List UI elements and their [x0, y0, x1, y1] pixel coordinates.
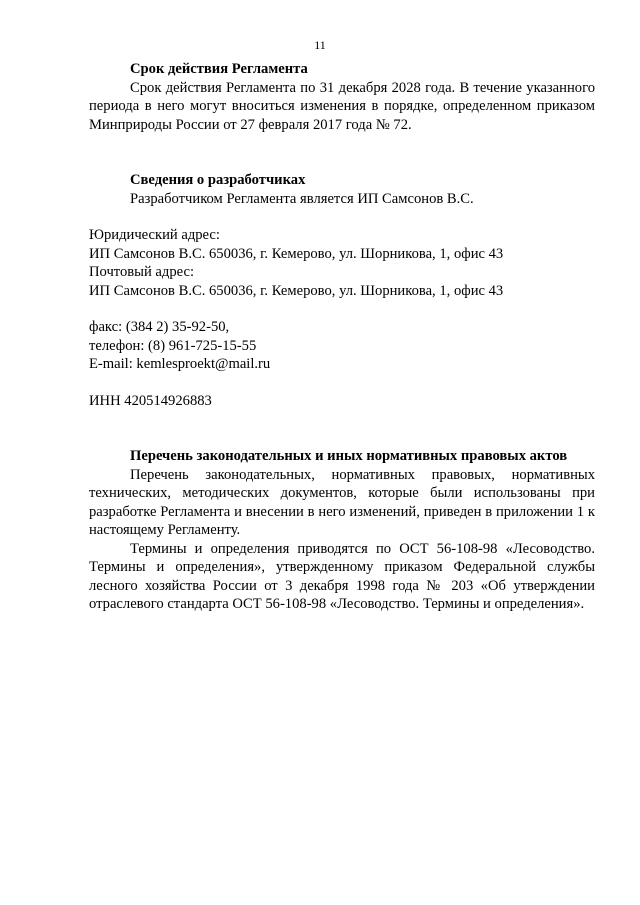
- spacer: [89, 300, 595, 318]
- page-number: 11: [314, 38, 326, 52]
- legal-address: ИП Самсонов В.С. 650036, г. Кемерово, ул. Шорникова, 1, офис 43: [89, 245, 504, 262]
- developers-heading: Сведения о разработчиках: [130, 172, 306, 188]
- spacer: [89, 410, 595, 447]
- fax-line: факс: (384 2) 35-92-50,: [89, 319, 230, 335]
- acts-heading: Перечень законодательных и иных нормативных правовых актов: [130, 448, 568, 464]
- postal-address: ИП Самсонов В.С. 650036, г. Кемерово, ул. Шорникова, 1, офис 43: [89, 282, 504, 299]
- acts-paragraph-2: Термины и определения приводятся по ОСТ 56-108-98 «Лесоводство. Термины и определения», утвержденному приказом Федеральной службы лесного хозяйства России от 3 декабря 1998 года № 203 «Об утверждении отраслевого стандарта ОСТ 56-108-98 «Лесоводство. Термины и определения».: [89, 540, 595, 612]
- spacer: [89, 208, 595, 226]
- validity-text: Срок действия Регламента по 31 декабря 2028 года. В течение указанного периода в него могут вноситься изменения в порядке, определенном приказом Минприроды России от 27 февраля 2017 года № 72.: [89, 79, 595, 133]
- acts-paragraph-1: Перечень законодательных, нормативных правовых, нормативных технических, методических документов, которые были использованы при разработке Регламента и внесении в него изменений, приведен в приложении 1 к настоящему Регламенту.: [89, 466, 595, 538]
- spacer: [89, 134, 595, 171]
- validity-heading: Срок действия Регламента: [130, 61, 308, 77]
- legal-address-label: Юридический адрес:: [89, 227, 220, 243]
- spacer: [89, 374, 595, 392]
- document-body: [89, 60, 595, 614]
- inn-line: ИНН 420514926883: [89, 392, 212, 409]
- email-line: E-mail: kemlesproekt@mail.ru: [89, 356, 271, 372]
- phone-line: телефон: (8) 961-725-15-55: [89, 337, 257, 354]
- developers-intro: Разработчиком Регламента является ИП Самсонов В.С.: [130, 190, 474, 207]
- postal-address-label: Почтовый адрес:: [89, 264, 195, 280]
